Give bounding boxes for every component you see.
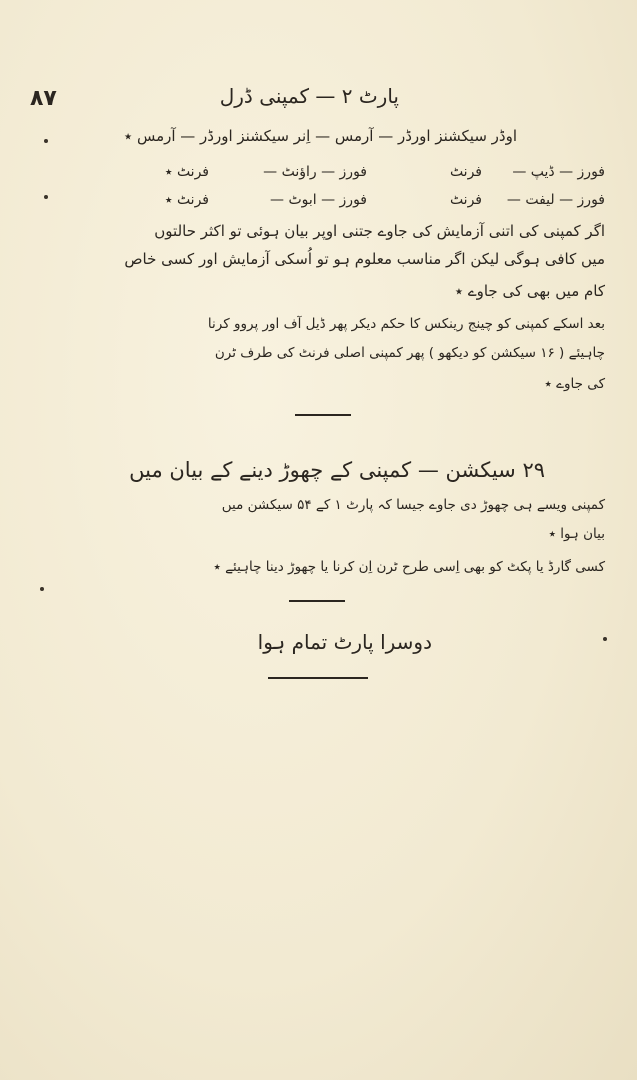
table-cell: فورز — ڈیپ —	[512, 164, 605, 180]
paragraph-line: کسی گارڈ یا پکٹ کو بھی اِسی طرح ٹرن اِن کرنا یا چھوڑ دینا چاہیئے ٭	[213, 559, 605, 575]
divider-rule	[295, 414, 351, 416]
table-cell: فورز — ابوٹ —	[270, 192, 367, 208]
paragraph-line: کام میں بھی کی جاوے ٭	[454, 282, 605, 300]
divider-rule	[289, 600, 345, 602]
paragraph-line: کی جاوے ٭	[544, 376, 605, 392]
table-cell: فورز — لیفت —	[506, 192, 605, 208]
table-cell: فرنٹ ٭	[164, 192, 209, 208]
section-heading: ۲۹ سیکشن — کمپنی کے چھوڑ دینے کے بیان میں	[129, 458, 545, 482]
paragraph-line: میں کافی ہوگی لیکن اگر مناسب معلوم ہو تو اُسکی آزمایش اور کسی خاص	[124, 250, 605, 268]
table-cell: فورز — راؤنٹ —	[263, 164, 367, 180]
margin-dot	[603, 637, 607, 641]
paragraph-line: بعد اسکے کمپنی کو چینج رینکس کا حکم دیکر پھر ڈیل آف اور پروو کرنا	[207, 316, 605, 332]
margin-dot	[44, 195, 48, 199]
margin-dot	[44, 139, 48, 143]
page-number: ۸۷	[30, 86, 57, 111]
table-cell: فرنٹ ٭	[164, 164, 209, 180]
table-cell: فرنٹ	[449, 164, 482, 180]
table-cell: فرنٹ	[449, 192, 482, 208]
paragraph-line: بیان ہوا ٭	[548, 526, 605, 542]
paragraph-line: اگر کمپنی کی اتنی آزمایش کی جاوے جتنی اوپر بیان ہوئی تو اکثر حالتوں	[154, 222, 605, 240]
paragraph-line: کمپنی ویسے ہی چھوڑ دی جاوے جیسا کہ پارٹ ۱ کے ۵۴ سیکشن میں	[221, 497, 605, 513]
closing-line: دوسرا پارٹ تمام ہوا	[257, 630, 432, 654]
paragraph-line: چاہیئے ( ۱۶ سیکشن کو دیکھو ) پھر کمپنی اصلی فرنٹ کی طرف ٹرن	[214, 345, 605, 361]
command-line: اوڈر سیکشنز اورڈر — آرمس — اِنر سیکشنز اورڈر — آرمس ٭	[124, 127, 517, 145]
running-header: پارٹ ۲ — کمپنی ڈرل	[219, 84, 399, 108]
divider-rule	[268, 677, 368, 679]
margin-dot	[40, 587, 44, 591]
